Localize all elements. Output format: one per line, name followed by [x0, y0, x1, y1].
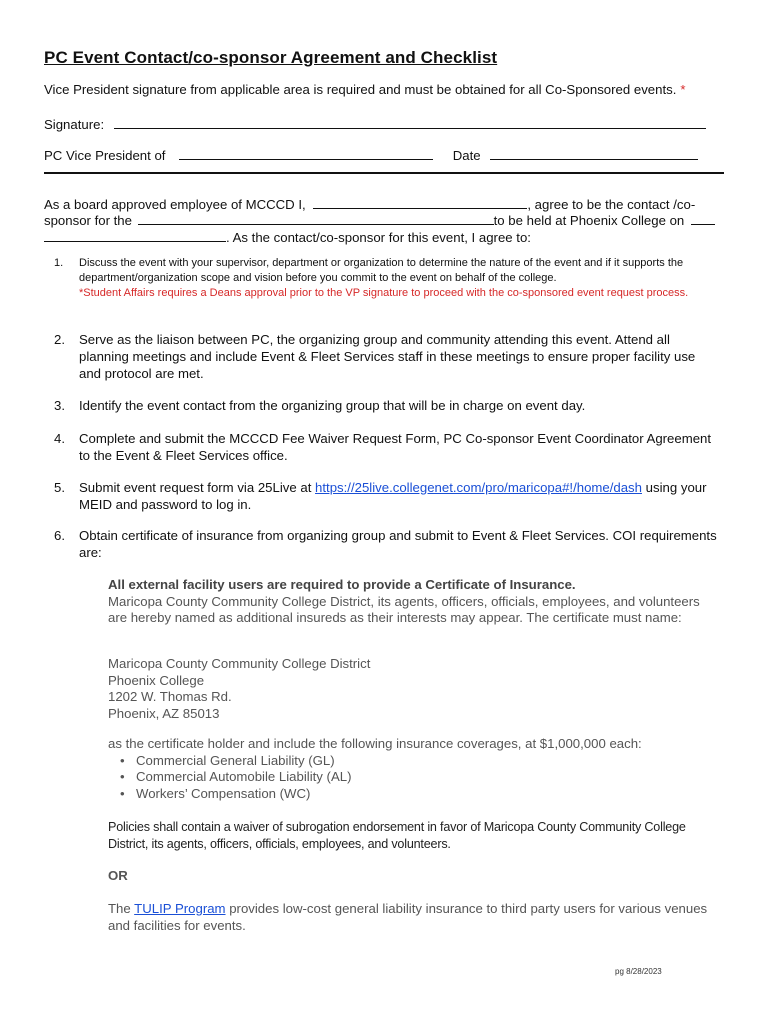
coi-requirements	[108, 577, 708, 627]
date-label: Date	[452, 148, 481, 163]
intro-text	[44, 82, 686, 97]
agreement-line-3	[44, 229, 531, 245]
certificate-holder-text: as the certificate holder and include the following insurance coverages, at $1,000,000 each:	[108, 736, 642, 751]
tulip-text-end: provides low-cost general liability insurance to third party users for various venues and facilities for events.	[108, 901, 708, 933]
event-date-field-part2[interactable]	[44, 229, 226, 242]
waiver-text: Policies shall contain a waiver of subrogation endorsement in favor of Maricopa County Community College District, its agents, officers, officials, employees, and volunteers.	[108, 820, 686, 851]
agreement-text: , agree to be the contact /co-	[527, 197, 696, 212]
tulip-text	[108, 901, 708, 934]
item-number: 1.	[54, 257, 64, 269]
or-separator	[108, 868, 708, 885]
certificate-holder-address	[108, 656, 708, 722]
coverage-item: • Commercial Automobile Liability (AL)	[108, 769, 708, 786]
item-text: Serve as the liaison between PC, the organizing group and community attending this event. Attend all planning meetings and include Event & Fleet Services staff in these meetings to ensure proper facility use and protocol are met.	[79, 332, 696, 381]
intro-sentence: Vice President signature from applicable area is required and must be obtained for all Co-Sponsored events.	[44, 82, 677, 97]
divider	[44, 172, 724, 174]
item-text: Submit event request form via 25Live at	[79, 480, 312, 495]
agreement-text: . As the contact/co-sponsor for this event, I agree to:	[226, 230, 531, 245]
tulip-text-start: The	[108, 901, 131, 916]
item-text: Identify the event contact from the organizing group that will be in charge on event day.	[79, 398, 586, 413]
event-date-field-part1[interactable]	[691, 212, 715, 225]
address-line: Phoenix College	[108, 672, 205, 688]
event-name-field[interactable]	[138, 212, 494, 225]
coi-paragraph: Maricopa County Community College District, its agents, officers, officials, employees, and volunteers are hereby named as additional insureds as their interests may appear. The certificate must name:	[108, 593, 700, 625]
item-number: 5.	[54, 480, 65, 495]
tulip-program-link[interactable]: TULIP Program	[134, 901, 226, 916]
item-number: 4.	[54, 431, 65, 446]
page-title: PC Event Contact/co-sponsor Agreement and Checklist	[44, 48, 498, 67]
signature-row	[44, 116, 706, 132]
vp-label: PC Vice President of	[44, 148, 166, 163]
address-line: 1202 W. Thomas Rd.	[108, 689, 232, 704]
page-footer: pg 8/28/2023	[615, 967, 662, 976]
item-text: Discuss the event with your supervisor, department or organization to determine the nature of the event and if it supports the department/organization scope and vision before you commit to the event on behalf of the college.	[79, 257, 684, 284]
agreement-line-2	[44, 212, 715, 228]
item-text: Obtain certificate of insurance from organizing group and submit to Event & Fleet Services. COI requirements are:	[79, 528, 717, 560]
coverage-list	[108, 753, 708, 803]
coverage-section	[108, 736, 708, 802]
item-number: 3.	[54, 398, 65, 413]
item-number: 6.	[54, 528, 65, 543]
or-label: OR	[108, 868, 128, 883]
coverage-item: • Workers’ Compensation (WC)	[108, 786, 708, 803]
signature-field[interactable]	[114, 116, 706, 129]
vp-area-field[interactable]	[179, 147, 433, 160]
agreement-text: sponsor for the	[44, 213, 132, 228]
agreement-text: to be held at Phoenix College on	[493, 213, 685, 228]
address-line: Phoenix, AZ 85013	[108, 705, 220, 721]
25live-link[interactable]: https://25live.collegenet.com/pro/maricopa#!/home/dash	[315, 480, 642, 495]
item-text: using your MEID and password to log in.	[79, 480, 707, 512]
coverage-item: • Commercial General Liability (GL)	[108, 753, 708, 770]
vp-row	[44, 147, 698, 163]
agreement-line-1	[44, 196, 695, 212]
date-field[interactable]	[490, 147, 698, 160]
student-affairs-note: *Student Affairs requires a Deans approval prior to the VP signature to proceed with the co-sponsored event request process.	[79, 287, 689, 299]
required-mark: *	[680, 82, 686, 97]
agreement-text: As a board approved employee of MCCCD I,	[44, 197, 306, 212]
address-line: Maricopa County Community College District	[108, 656, 371, 671]
coi-heading: All external facility users are required to provide a Certificate of Insurance.	[108, 577, 576, 592]
item-text: Complete and submit the MCCCD Fee Waiver Request Form, PC Co-sponsor Event Coordinator Agreement to the Event & Fleet Services office.	[79, 431, 712, 463]
item-number: 2.	[54, 332, 65, 347]
signature-label: Signature:	[44, 117, 105, 132]
employee-name-field[interactable]	[313, 196, 527, 209]
